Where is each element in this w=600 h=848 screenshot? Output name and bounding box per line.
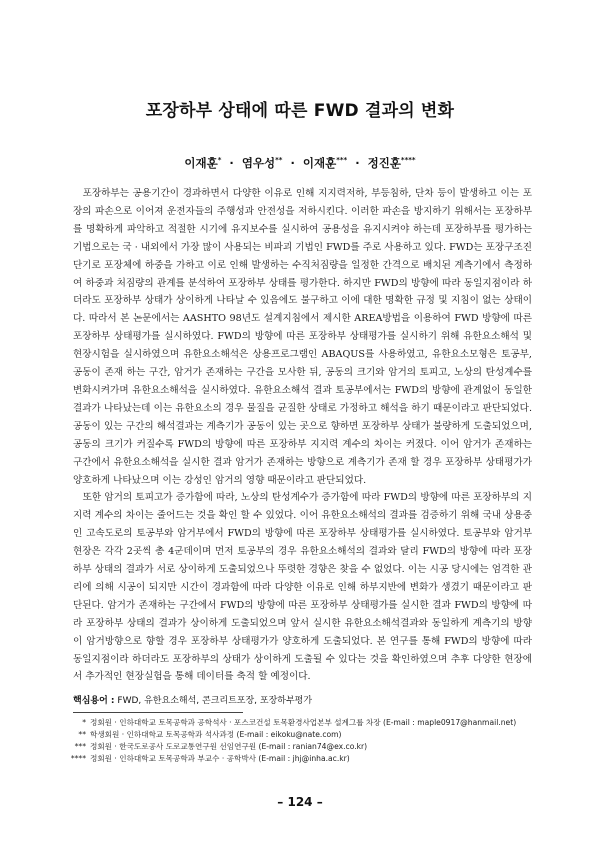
footnote-mark: ****	[70, 754, 86, 764]
footnote-text: 정회원 · 인하대학교 토목공학과 공학석사 · 포스코건설 토목환경사업본부 설계그룹 차장 (E-mail : maple0917@hanmail.net)	[90, 718, 517, 727]
author-separator: ·	[229, 156, 234, 170]
author-2: 염우성**	[241, 156, 283, 170]
keywords-label: 핵심용어 :	[73, 696, 115, 706]
footnote-mark: *	[82, 718, 86, 727]
footnote-mark: **	[78, 730, 86, 740]
footnote-1	[60, 717, 540, 729]
author-3: 이재훈***	[302, 156, 348, 170]
abstract	[73, 185, 532, 686]
footnotes	[60, 717, 540, 765]
author-line	[0, 155, 600, 171]
abstract-paragraph-1: 포장하부는 공용기간이 경과하면서 다양한 이유로 인해 지지력저하, 부등침하, 단차 등이 발생하고 이는 포장의 파손으로 이어져 운전자들의 주행성과 안전성을 저하시킨다. 이러한 파손을 방지하기 위해서는 포장하부를 명확하게 파악하고 적절한 시기에 유지보수를 실시하여 공용성을 유지시켜야 하는데 포장하부를 평가하는 기법으로는 국 · 내외에서 가장 많이 사용되는 비파괴 기법인 FWD를 주로 사용하고 있다. FWD는 포장구조진단기로 포장체에 하중을 가하고 이로 인해 발생하는 수직처짐량을 일정한 간격으로 배치된 계측기에서 측정하여 하중과 처짐량의 관계를 분석하여 포장하부 상태를 평가한다. 하지만 FWD의 방향에 따라 동일지점이라 하더라도 포장하부 상태가 상이하게 나타날 수 있음에도 불구하고 이에 대한 명확한 규정 및 지침이 없는 상태이다. 따라서 본 논문에서는 AASHTO 98년도 설계지침에서 제시한 AREA방법을 이용하여 FWD 방향에 따른 포장하부 상태평가를 실시하였다. FWD의 방향에 따른 포장하부 상태평가를 실시하기 위해 유한요소해석 및 현장시험을 실시하였으며 유한요소해석은 상용프로그램인 ABAQUS를 사용하였고, 유한요소모형은 토공부, 공동이 존재 하는 구간, 암거가 존재하는 구간을 모사한 뒤, 공동의 크기와 암거의 토피고, 노상의 탄성계수를 변화시켜가며 유한요소해석을 실시하였다. 유한요소해석 결과 토공부에서는 FWD의 방향에 관계없이 동일한 결과가 나타났는데 이는 유한요소의 경우 물질을 균질한 상태로 가정하고 해석을 하기 때문이라고 판단되었다. 공동이 있는 구간의 해석결과는 계측기가 공동이 있는 곳으로 향하면 포장하부 상태가 불량하게 도출되었으며, 공동의 크기가 커질수록 FWD의 방향에 따른 포장하부 지지력 계수의 차이는 커졌다. 이어 암거가 존재하는 구간에서 유한요소해석을 실시한 결과 암거가 존재하는 방향으로 계측기가 존재 할 경우 포장하부 상태평가가 양호하게 나타났으며 이는 강성인 암거의 영향 때문이라고 판단되었다.	[73, 188, 532, 486]
footnote-text: 정회원 · 한국도로공사 도로교통연구원 선임연구원 (E-mail : ranian74@ex.co.kr)	[90, 742, 368, 752]
footnote-text: 정회원 · 인하대학교 토목공학과 부교수 · 공학박사 (E-mail : jhj@inha.ac.kr)	[90, 754, 350, 764]
footnote-text: 학생회원 · 인하대학교 토목공학과 석사과정 (E-mail : eikoku@nate.com)	[90, 730, 342, 740]
keywords	[73, 693, 312, 706]
author-1: 이재훈*	[184, 156, 222, 170]
footnote-2	[60, 729, 540, 741]
author-separator: ·	[290, 156, 295, 170]
page-number: – 124 –	[277, 795, 323, 809]
author-separator: ·	[355, 156, 360, 170]
keywords-text: FWD, 유한요소해석, 콘크리트포장, 포장하부평가	[117, 696, 313, 706]
footnote-mark: ***	[74, 742, 86, 752]
footnote-4	[60, 753, 540, 765]
author-4: 정진훈****	[367, 156, 416, 170]
footnote-divider	[73, 712, 243, 713]
footnote-3	[60, 741, 540, 753]
abstract-paragraph-2: 또한 암거의 토피고가 증가함에 따라, 노상의 탄성계수가 증가함에 따라 FWD의 방향에 따른 포장하부의 지지력 계수의 차이는 줄어드는 것을 확인 할 수 있었다. 이어 유한요소해석의 결과를 검증하기 위해 국내 상용중인 고속도로의 토공부와 암거부에서 FWD의 방향에 따른 포장하부 상태평가를 실시하였다. 토공부와 암거부 현장은 각각 2곳씩 총 4군데이며 먼저 토공부의 경우 유한요소해석의 결과와 달리 FWD의 방향에 따라 포장하부 상태의 결과가 서로 상이하게 도출되었으나 뚜렷한 경향은 찾을 수 없었다. 이는 시공 당시에는 엄격한 관리에 의해 시공이 되지만 시간이 경과함에 따라 다양한 이유로 인해 하부지반에 변화가 생겼기 때문이라고 판단된다. 암거가 존재하는 구간에서 FWD의 방향에 따른 포장하부 상태평가를 실시한 결과 FWD의 방향에 따라 포장하부 상태의 결과가 상이하게 도출되었으며 앞서 실시한 유한요소해석결과와 동일하게 계측기의 방향이 암거방향으로 향할 경우 포장하부 상태평가가 양호하게 도출되었다. 본 연구를 통해 FWD의 방향에 따라 동일지점이라 하더라도 포장하부의 상태가 상이하게 도출될 수 있다는 것을 확인하였으며 추후 다양한 현장에서 추가적인 현장실험을 통해 데이터를 축적 할 예정이다.	[73, 492, 532, 683]
paper-title: 포장하부 상태에 따른 FWD 결과의 변화	[145, 101, 455, 121]
